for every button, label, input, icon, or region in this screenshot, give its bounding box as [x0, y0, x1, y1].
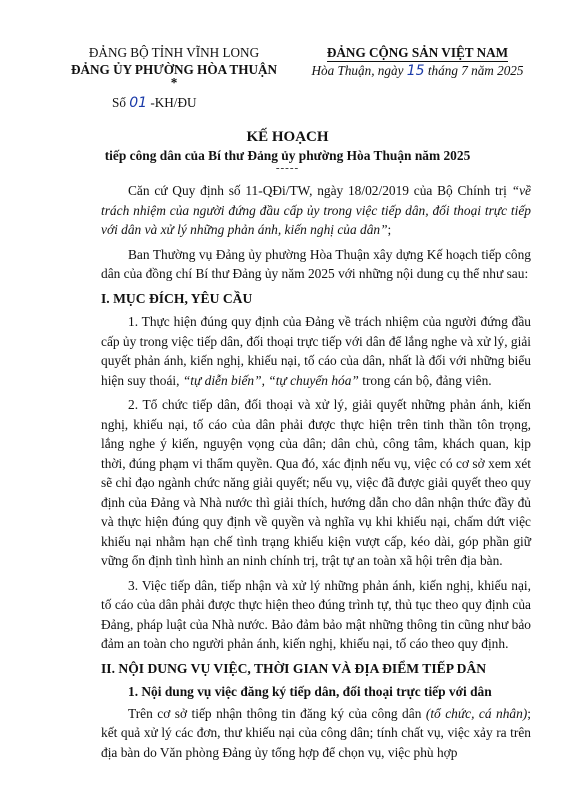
subsection-heading-2-1: 1. Nội dung vụ việc đăng ký tiếp dân, đối thoại trực tiếp với dân: [128, 684, 492, 699]
italic-note: (tổ chức, cá nhân): [425, 705, 528, 721]
org-star: *: [170, 75, 178, 90]
italic-term: “tự diễn biến”: [182, 372, 262, 388]
document-date: [300, 62, 535, 80]
date-prefix: Hòa Thuận, ngày: [311, 63, 404, 78]
paragraph-legal-basis: [101, 181, 531, 240]
text-span: 1. Thực hiện đúng quy định của Đảng về trách nhiệm của người đứng đầu cấp ủy trong việc tiếp dân, đối thoại trực tiếp với dân để lắng nghe và xử lý, giải quyết phản ánh, kiến nghị, khiếu nại, tố cáo của dân, nhất là đối với những biểu hiện suy thoái,: [101, 314, 531, 388]
title-divider: -----: [275, 162, 300, 174]
text-span: ,: [261, 372, 269, 388]
italic-term: “tự chuyển hóa”: [268, 372, 359, 388]
doc-number-suffix: -KH/ĐU: [150, 95, 197, 110]
section-heading-2: II. NỘI DUNG VỤ VIỆC, THỜI GIAN VÀ ĐỊA ĐIỂM TIẾP DÂN: [101, 660, 487, 676]
text-span: trong cán bộ, đảng viên.: [358, 372, 492, 388]
document-number: [112, 95, 197, 111]
section-heading-1: I. MỤC ĐÍCH, YÊU CẦU: [101, 290, 253, 306]
paragraph-purpose-1: [101, 312, 531, 390]
text-span: Căn cứ Quy định số 11-QĐi/TW, ngày 18/02/2019 của Bộ Chính trị: [128, 183, 512, 198]
party-header: [300, 44, 535, 80]
org-line-1: ĐẢNG BỘ TỈNH VĨNH LONG: [88, 45, 260, 60]
paragraph-content-1: [101, 704, 531, 763]
document-title: KẾ HOẠCH: [246, 129, 329, 145]
paragraph-purpose-2: 2. Tổ chức tiếp dân, đối thoại và xử lý, giải quyết những phản ánh, kiến nghị, khiếu nại, tố cáo của dân phải được thực hiện trên tinh thần tôn trọng, lắng nghe ý kiến, nguyện vọng của dân; dân chủ, công tâm, khách quan, kịp thời, đúng phạm vi thẩm quyền. Qua đó, xác định nếu vụ, việc có cơ sở xem xét sẽ chỉ đạo ngành chức năng giải quyết; nếu vụ, việc đã được giải quyết theo quy định của Đảng và Nhà nước thì giải thích, hướng dẫn cho dân nhận thức đầy đủ và thực hiện đúng quy định về quyền và nghĩa vụ khi khiếu nại, chấm dứt việc khiếu nại nhằm hạn chế tình trạng khiếu kiện vượt cấp, kéo dài, góp phần giữ vững ổn định tình hình an ninh chính trị, trật tự an toàn xã hội trên địa bàn.: [101, 397, 531, 568]
text-span: ;: [387, 222, 392, 237]
document-body: [101, 181, 531, 767]
org-line-2: ĐẢNG ỦY PHƯỜNG HÒA THUẬN: [70, 62, 278, 77]
text-span: ; kết quả xử lý các đơn, thư khiếu nại của công dân; tính chất vụ, việc xảy ra trên địa bàn do Văn phòng Đảng ủy tổng hợp để chọn vụ, việc phù hợp: [101, 705, 531, 760]
doc-number-handwritten: 01: [129, 95, 148, 111]
issuing-organization: [64, 44, 284, 90]
doc-number-prefix: Số: [112, 95, 126, 110]
paragraph-intro: Ban Thường vụ Đảng ủy phường Hòa Thuận xây dựng Kế hoạch tiếp công dân của đồng chí Bí thư Đảng ủy năm 2025 với những nội dung cụ thể như sau:: [101, 246, 531, 281]
quoted-regulation-title: “về trách nhiệm của người đứng đầu cấp ủy trong việc tiếp dân, đối thoại trực tiếp với dân và xử lý những phản ánh, kiến nghị của dân”: [101, 183, 531, 237]
date-day-handwritten: 15: [406, 63, 425, 79]
paragraph-purpose-3: 3. Việc tiếp dân, tiếp nhận và xử lý những phản ánh, kiến nghị, khiếu nại, tố cáo của dân phải được thực hiện theo đúng trình tự, thủ tục theo quy định của Đảng, pháp luật của Nhà nước. Bảo đảm bảo mật những thông tin cũng như bảo đảm an toàn cho người phản ánh, kiến nghị, khiếu nại, tố cáo theo quy định.: [101, 577, 531, 651]
date-suffix: tháng 7 năm 2025: [427, 63, 524, 78]
text-span: Trên cơ sở tiếp nhận thông tin đăng ký của công dân: [128, 705, 426, 721]
party-name: ĐẢNG CỘNG SẢN VIỆT NAM: [326, 45, 509, 60]
document-subtitle: tiếp công dân của Bí thư Đảng ủy phường Hòa Thuận năm 2025: [104, 148, 471, 163]
